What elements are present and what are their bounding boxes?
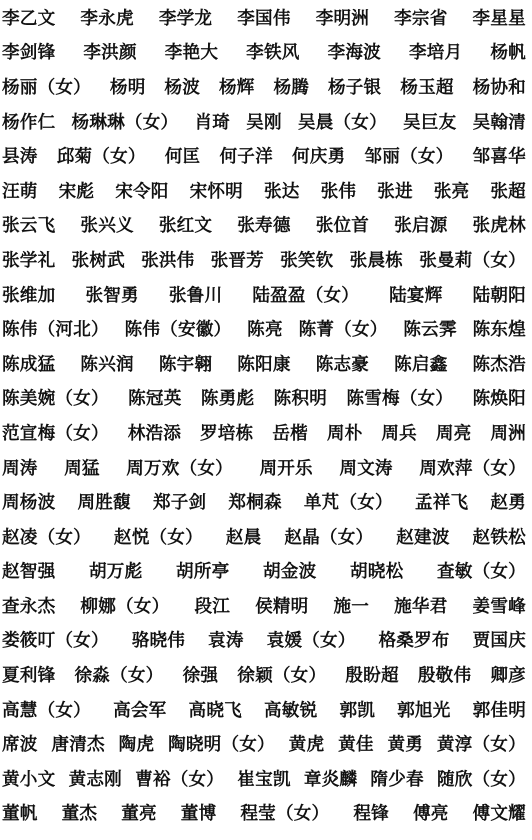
name-entry: 骆晓伟 <box>131 631 186 652</box>
name-entry: 杨明 <box>109 77 146 98</box>
name-entry: 张超 <box>490 181 526 202</box>
name-entry: 赵凌（女） <box>2 527 91 548</box>
name-row <box>0 104 532 139</box>
name-entry: 陈云霁 <box>403 320 457 341</box>
name-entry: 吴翰清 <box>472 112 526 133</box>
name-entry: 张启源 <box>394 216 448 237</box>
name-entry: 周洲 <box>490 423 526 444</box>
name-entry: 张智勇 <box>85 285 139 306</box>
name-entry: 黄虎 <box>288 735 325 756</box>
name-row <box>0 484 532 519</box>
name-row <box>0 519 532 554</box>
name-entry: 高会军 <box>113 700 167 721</box>
name-entry: 李永虎 <box>80 8 134 29</box>
name-entry: 董杰 <box>61 804 98 825</box>
name-entry: 周开乐 <box>259 458 313 479</box>
name-entry: 李学龙 <box>158 8 213 29</box>
name-entry: 袁涛 <box>208 631 244 652</box>
name-entry: 贾国庆 <box>472 631 526 652</box>
name-entry: 赵晨 <box>225 527 262 548</box>
name-entry: 张兴义 <box>80 216 134 237</box>
name-entry: 查永杰 <box>2 596 56 617</box>
name-entry: 邹丽（女） <box>364 147 454 168</box>
name-row <box>0 657 532 692</box>
name-entry: 陈雪梅（女） <box>346 389 454 410</box>
name-row <box>0 381 532 416</box>
name-entry: 杨作仁 <box>2 112 56 133</box>
name-entry: 侯精明 <box>255 596 309 617</box>
name-entry: 邹喜华 <box>472 147 526 168</box>
name-entry: 张寿德 <box>237 216 291 237</box>
name-entry: 陆朝阳 <box>472 285 526 306</box>
name-entry: 周杨波 <box>2 493 56 514</box>
name-entry: 陈志豪 <box>315 354 370 375</box>
name-entry: 柳娜（女） <box>80 596 170 617</box>
name-entry: 高慧（女） <box>2 700 91 721</box>
name-row <box>0 0 532 35</box>
name-entry: 张虎林 <box>472 216 526 237</box>
name-entry: 张云飞 <box>2 216 56 237</box>
name-entry: 周朴 <box>326 423 363 444</box>
name-entry: 单芃（女） <box>303 493 393 514</box>
name-entry: 赵智强 <box>2 562 56 583</box>
name-entry: 李洪颜 <box>83 43 137 64</box>
name-entry: 章炎麟 <box>303 769 358 790</box>
name-entry: 胡金波 <box>263 562 317 583</box>
name-entry: 郑子剑 <box>152 493 207 514</box>
name-row <box>0 761 532 796</box>
name-entry: 陶虎 <box>118 735 155 756</box>
name-entry: 杨辉 <box>218 77 255 98</box>
name-entry: 张鲁川 <box>168 285 223 306</box>
name-row <box>0 173 532 208</box>
name-entry: 陈伟（河北） <box>2 320 109 341</box>
name-entry: 程锋 <box>353 804 389 825</box>
name-entry: 徐淼（女） <box>74 666 164 687</box>
name-entry: 何子洋 <box>219 147 273 168</box>
name-entry: 夏利锋 <box>2 666 56 687</box>
name-entry: 赵勇 <box>490 493 526 514</box>
name-entry: 杨丽（女） <box>2 77 91 98</box>
name-entry: 孟祥飞 <box>414 493 469 514</box>
name-entry: 傅亮 <box>412 804 449 825</box>
name-entry: 何庆勇 <box>292 147 346 168</box>
name-entry: 陶晓明（女） <box>168 735 275 756</box>
name-entry: 周兵 <box>381 423 417 444</box>
name-entry: 周欢萍（女） <box>419 458 526 479</box>
name-entry: 岳楷 <box>272 423 308 444</box>
name-entry: 汪萌 <box>2 181 38 202</box>
name-entry: 杨玉超 <box>400 77 454 98</box>
name-entry: 陈勇彪 <box>200 389 255 410</box>
name-entry: 董亮 <box>121 804 157 825</box>
name-entry: 吴晨（女） <box>297 112 387 133</box>
name-entry: 周万欢（女） <box>126 458 233 479</box>
name-entry: 陈杰浩 <box>472 354 526 375</box>
name-entry: 张洪伟 <box>141 250 195 271</box>
name-row <box>0 208 532 243</box>
name-entry: 李铁风 <box>246 43 300 64</box>
name-entry: 黄小文 <box>2 769 56 790</box>
name-entry: 胡万彪 <box>89 562 143 583</box>
name-entry: 娄筱叮（女） <box>2 631 109 652</box>
name-row <box>0 623 532 658</box>
name-entry: 陈成猛 <box>2 354 56 375</box>
name-entry: 唐清杰 <box>51 735 105 756</box>
name-entry: 陈菁（女） <box>298 320 388 341</box>
name-entry: 周涛 <box>2 458 38 479</box>
name-row <box>0 692 532 727</box>
name-entry: 张曼莉（女） <box>419 250 526 271</box>
name-entry: 随欣（女） <box>436 769 526 790</box>
name-entry: 陆宴辉 <box>389 285 443 306</box>
name-entry: 黄佳 <box>338 735 374 756</box>
name-entry: 崔宝凯 <box>237 769 291 790</box>
name-entry: 张晨栋 <box>349 250 404 271</box>
name-entry: 宋怀明 <box>189 181 243 202</box>
name-row <box>0 69 532 104</box>
name-entry: 曹裕（女） <box>135 769 225 790</box>
name-entry: 周胜馥 <box>77 493 131 514</box>
name-entry: 杨波 <box>164 77 201 98</box>
name-entry: 郭凯 <box>339 700 376 721</box>
name-entry: 李剑锋 <box>2 43 56 64</box>
name-entry: 徐强 <box>182 666 219 687</box>
name-entry: 罗培栋 <box>200 423 254 444</box>
name-entry: 高敏锐 <box>264 700 318 721</box>
name-entry: 杨协和 <box>472 77 526 98</box>
name-row <box>0 588 532 623</box>
name-entry: 范宣梅（女） <box>2 423 109 444</box>
name-entry: 陈东煌 <box>472 320 526 341</box>
name-entry: 董博 <box>180 804 217 825</box>
name-row <box>0 242 532 277</box>
name-entry: 李明洲 <box>315 8 370 29</box>
name-entry: 李艳大 <box>164 43 219 64</box>
name-entry: 张学礼 <box>2 250 56 271</box>
name-row <box>0 277 532 312</box>
name-entry: 李乙文 <box>2 8 56 29</box>
name-entry: 杨子银 <box>327 77 382 98</box>
name-entry: 段江 <box>194 596 231 617</box>
name-entry: 李培月 <box>408 43 463 64</box>
name-entry: 吴巨友 <box>403 112 457 133</box>
name-entry: 周亮 <box>435 423 472 444</box>
name-row <box>0 554 532 589</box>
name-entry: 张红文 <box>158 216 213 237</box>
name-entry: 何匡 <box>164 147 201 168</box>
name-entry: 肖琦 <box>194 112 231 133</box>
name-entry: 李海波 <box>327 43 381 64</box>
name-entry: 邱菊（女） <box>56 147 146 168</box>
name-entry: 杨腾 <box>273 77 310 98</box>
name-row <box>0 346 532 381</box>
name-entry: 郑桐森 <box>228 493 282 514</box>
name-entry: 李星星 <box>472 8 526 29</box>
name-entry: 张位首 <box>315 216 370 237</box>
name-row <box>0 450 532 485</box>
name-entry: 陈兴润 <box>80 354 134 375</box>
name-entry: 高晓飞 <box>188 700 242 721</box>
name-row <box>0 415 532 450</box>
name-entry: 席波 <box>2 735 38 756</box>
name-entry: 胡晓松 <box>350 562 404 583</box>
name-entry: 赵悦（女） <box>113 527 203 548</box>
name-entry: 陆盈盈（女） <box>252 285 360 306</box>
name-entry: 陈美婉（女） <box>2 389 109 410</box>
name-entry: 李国伟 <box>237 8 291 29</box>
name-entry: 陈阳康 <box>237 354 291 375</box>
name-entry: 陈宇翱 <box>158 354 213 375</box>
name-row <box>0 138 532 173</box>
name-entry: 吴刚 <box>246 112 282 133</box>
name-entry: 隋少春 <box>370 769 424 790</box>
name-entry: 陈亮 <box>247 320 283 341</box>
name-entry: 黄勇 <box>387 735 424 756</box>
name-entry: 程莹（女） <box>240 804 330 825</box>
name-entry: 陈积明 <box>273 389 328 410</box>
name-entry: 黄淳（女） <box>436 735 526 756</box>
name-entry: 赵铁松 <box>472 527 526 548</box>
name-entry: 张亮 <box>433 181 470 202</box>
name-entry: 郭旭光 <box>397 700 451 721</box>
name-entry: 袁媛（女） <box>266 631 356 652</box>
name-entry: 郭佳明 <box>472 700 526 721</box>
name-entry: 陈冠英 <box>128 389 182 410</box>
name-entry: 徐颖（女） <box>237 666 327 687</box>
name-entry: 查敏（女） <box>437 562 526 583</box>
name-entry: 赵建波 <box>396 527 450 548</box>
name-row <box>0 796 532 831</box>
name-entry: 陈焕阳 <box>472 389 526 410</box>
name-entry: 殷盼超 <box>345 666 399 687</box>
name-entry: 胡所亭 <box>176 562 230 583</box>
name-entry: 格桑罗布 <box>378 631 450 652</box>
name-entry: 张达 <box>263 181 300 202</box>
name-entry: 李宗省 <box>394 8 448 29</box>
name-row <box>0 35 532 70</box>
name-entry: 宋令阳 <box>115 181 169 202</box>
name-entry: 施一 <box>333 596 370 617</box>
name-entry: 陈启鑫 <box>394 354 448 375</box>
name-entry: 张树武 <box>71 250 125 271</box>
name-entry: 施华君 <box>394 596 448 617</box>
name-entry: 傅文耀 <box>472 804 526 825</box>
name-entry: 宋彪 <box>58 181 95 202</box>
name-entry: 董帆 <box>2 804 38 825</box>
name-entry: 周文涛 <box>339 458 393 479</box>
name-entry: 周猛 <box>64 458 100 479</box>
name-entry: 张伟 <box>320 181 357 202</box>
name-entry: 张进 <box>377 181 413 202</box>
name-entry: 张晋芳 <box>210 250 264 271</box>
name-entry: 陈伟（安徽） <box>124 320 232 341</box>
name-entry: 卿彦 <box>490 666 526 687</box>
name-entry: 张笑钦 <box>280 250 334 271</box>
name-entry: 殷敬伟 <box>417 666 472 687</box>
name-entry: 杨帆 <box>490 43 526 64</box>
name-entry: 张维加 <box>2 285 56 306</box>
name-entry: 林浩添 <box>127 423 182 444</box>
name-entry: 姜雪峰 <box>472 596 526 617</box>
name-entry: 杨琳琳（女） <box>71 112 179 133</box>
name-row <box>0 311 532 346</box>
name-row <box>0 726 532 761</box>
name-entry: 黄志刚 <box>68 769 122 790</box>
name-entry: 赵晶（女） <box>284 527 374 548</box>
name-entry: 县涛 <box>2 147 38 168</box>
